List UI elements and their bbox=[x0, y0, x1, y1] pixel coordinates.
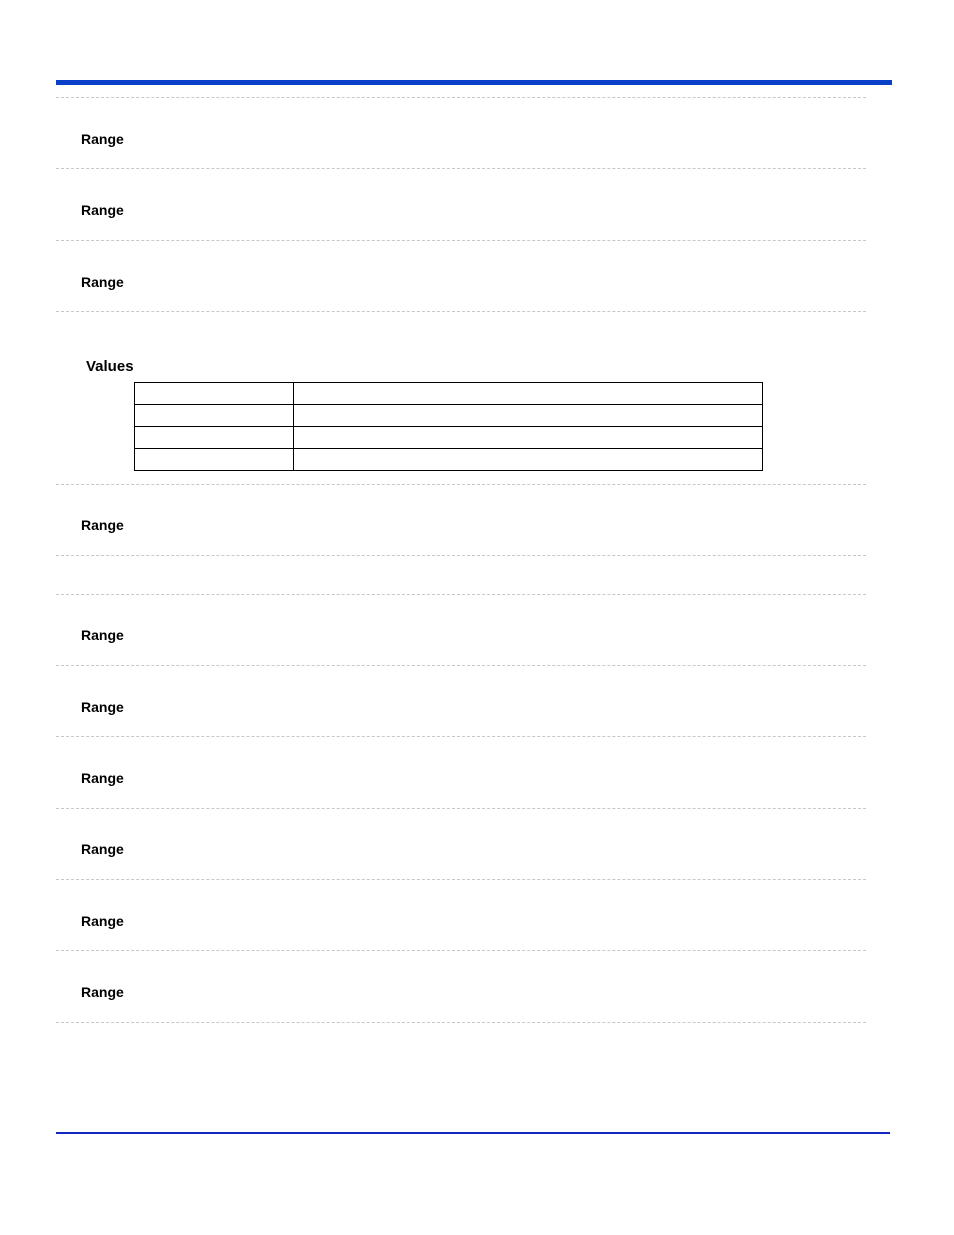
footer-rule bbox=[56, 1132, 890, 1134]
section-divider bbox=[56, 1022, 866, 1023]
section-divider bbox=[56, 484, 866, 485]
header-rule bbox=[56, 80, 892, 85]
table-cell bbox=[135, 449, 294, 471]
section-divider bbox=[56, 97, 866, 98]
range-label: Range bbox=[81, 627, 124, 643]
range-label: Range bbox=[81, 274, 124, 290]
section-divider bbox=[56, 168, 866, 169]
section-divider bbox=[56, 555, 866, 556]
range-label: Range bbox=[81, 202, 124, 218]
table-cell bbox=[135, 383, 294, 405]
table-row bbox=[135, 383, 763, 405]
section-divider bbox=[56, 594, 866, 595]
range-label: Range bbox=[81, 770, 124, 786]
table-cell bbox=[135, 405, 294, 427]
range-label: Range bbox=[81, 699, 124, 715]
table-cell bbox=[294, 405, 763, 427]
range-label: Range bbox=[81, 517, 124, 533]
table-row bbox=[135, 427, 763, 449]
range-label: Range bbox=[81, 131, 124, 147]
section-divider bbox=[56, 808, 866, 809]
range-label: Range bbox=[81, 841, 124, 857]
table-cell bbox=[294, 383, 763, 405]
range-label: Range bbox=[81, 984, 124, 1000]
section-divider bbox=[56, 665, 866, 666]
table-cell bbox=[294, 449, 763, 471]
section-divider bbox=[56, 736, 866, 737]
section-divider bbox=[56, 240, 866, 241]
range-label: Range bbox=[81, 913, 124, 929]
table-cell bbox=[135, 427, 294, 449]
values-table bbox=[134, 382, 763, 471]
section-divider bbox=[56, 950, 866, 951]
section-divider bbox=[56, 879, 866, 880]
table-row bbox=[135, 405, 763, 427]
section-divider bbox=[56, 311, 866, 312]
table-cell bbox=[294, 427, 763, 449]
table-row bbox=[135, 449, 763, 471]
values-label: Values bbox=[86, 358, 134, 375]
